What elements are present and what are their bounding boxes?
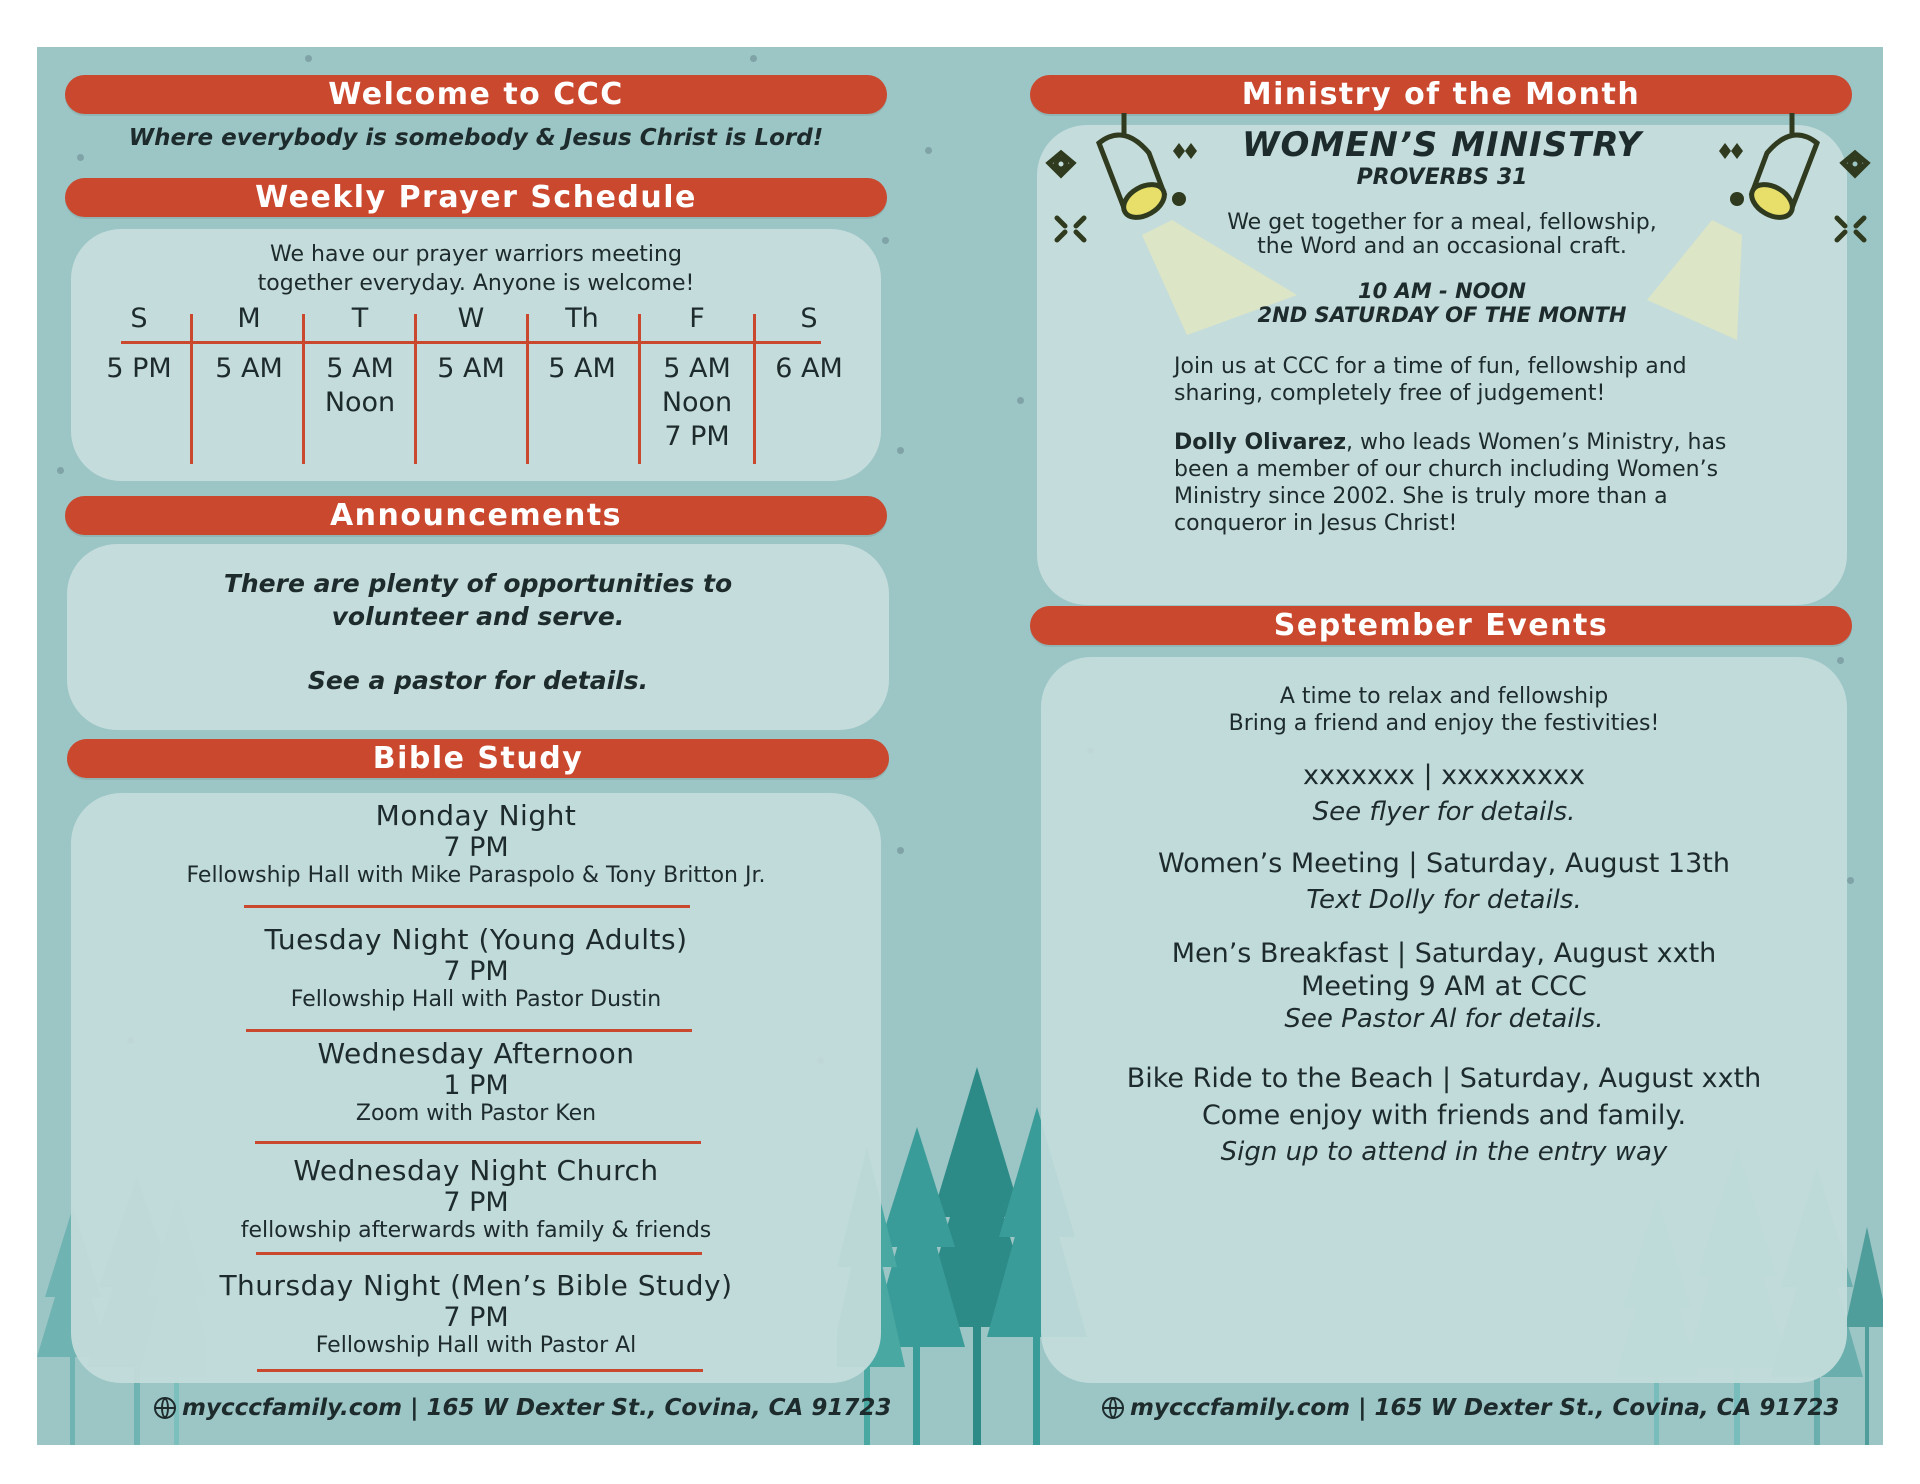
announcements-line2: volunteer and serve. [331,602,625,631]
bible-study-item [71,1269,881,1358]
schedule-time: 5 AM [437,353,505,384]
events-intro [1041,683,1847,737]
schedule-time: 5 AM [215,353,283,384]
event-detail: Come enjoy with friends and family. [1201,1100,1687,1131]
schedule-time: 7 PM [664,421,730,452]
bible-study-divider [257,1369,703,1372]
footer-text: mycccfamily.com | 165 W Dexter St., Covina, CA 91723 [1130,1395,1840,1421]
footer-left [154,1395,891,1421]
events-title: September Events [1030,606,1852,645]
bible-study-item [71,923,881,1012]
schedule-day-thu: Th [565,303,599,334]
bible-study-item-time: 1 PM [443,1070,509,1101]
events-intro-line1: A time to relax and fellowship [1279,684,1609,709]
schedule-times-tue [305,352,415,420]
event-detail: Meeting 9 AM at CCC [1301,971,1587,1002]
bible-study-item-name: Monday Night [375,799,577,832]
ministry-desc-line2: the Word and an occasional craft. [1257,234,1627,259]
bible-study-item-time: 7 PM [443,956,509,987]
schedule-times-wed [416,352,526,386]
schedule-header-rule [121,341,821,344]
ministry-leader [1174,429,1794,537]
bible-study-item [71,799,881,888]
ministry-title: Ministry of the Month [1030,75,1852,114]
bible-study-divider [246,1029,692,1032]
event-title: xxxxxxx [1303,760,1415,791]
bible-study-divider [255,1141,701,1144]
schedule-time: 5 PM [106,353,172,384]
globe-icon [1102,1397,1124,1419]
schedule-time: Noon [661,387,733,418]
schedule-day-sun: S [130,303,148,334]
schedule-divider-5 [638,314,641,464]
bible-study-item-time: 7 PM [443,1187,509,1218]
bible-study-item-location: Fellowship Hall with Mike Paraspolo & Tony Britton Jr. [186,863,766,888]
event-date: Saturday, August xxth [1414,938,1717,969]
globe-icon [154,1397,176,1419]
bible-study-item-name: Wednesday Night Church [293,1154,659,1187]
event-note: Text Dolly for details. [1306,885,1582,915]
bible-study-item-name: Thursday Night (Men’s Bible Study) [219,1269,733,1302]
ministry-leader-line3: Ministry since 2002. She is truly more than a [1174,484,1668,509]
schedule-times-sun [84,352,194,386]
prayer-schedule-title: Weekly Prayer Schedule [65,178,887,217]
ministry-time-line1: 10 AM - NOON [1358,279,1526,303]
bible-study-item-time: 7 PM [443,832,509,863]
ministry-desc-line1: We get together for a meal, fellowship, [1227,210,1657,235]
bible-study-item-time: 7 PM [443,1302,509,1333]
schedule-day-fri: F [689,303,705,334]
prayer-intro-line2: together everyday. Anyone is welcome! [257,271,695,296]
ministry-leader-line1: , who leads Women’s Ministry, has [1346,430,1727,455]
ministry-leader-line4: conqueror in Jesus Christ! [1174,511,1458,536]
announcements-title: Announcements [65,496,887,535]
bible-study-item-location: Zoom with Pastor Ken [355,1101,597,1126]
brochure-sheet [37,47,1883,1445]
prayer-intro [71,240,881,298]
schedule-time: Noon [324,387,396,418]
event-item: Bike Ride to the Beach | Saturday, August xxth Come enjoy with friends and family. Sign up to attend in the entry way [1041,1060,1847,1171]
schedule-day-wed: W [457,303,485,334]
event-item: Men’s Breakfast | Saturday, August xxth Meeting 9 AM at CCC See Pastor Al for details. [1041,937,1847,1036]
footer-right [1102,1395,1839,1421]
schedule-day-tue: T [351,303,369,334]
bible-study-item-location: Fellowship Hall with Pastor Dustin [290,987,662,1012]
bible-study-item-name: Wednesday Afternoon [317,1037,635,1070]
schedule-times-thu [527,352,637,386]
ministry-join-line1: Join us at CCC for a time of fun, fellowship and [1174,354,1687,379]
welcome-title: Welcome to CCC [65,75,887,114]
schedule-times-mon [194,352,304,386]
ministry-time-line2: 2ND SATURDAY OF THE MONTH [1257,303,1627,327]
announcements-text [67,567,889,697]
bible-study-divider [256,1252,702,1255]
event-date: Saturday, August 13th [1426,848,1730,879]
event-note: Sign up to attend in the entry way [1220,1137,1668,1167]
schedule-day-mon: M [237,303,261,334]
ministry-verse: PROVERBS 31 [1356,165,1528,190]
prayer-intro-line1: We have our prayer warriors meeting [270,242,682,267]
bible-study-item-location: Fellowship Hall with Pastor Al [315,1333,637,1358]
event-note: See flyer for details. [1312,797,1576,827]
schedule-times-fri [642,352,752,454]
ministry-description [1037,211,1847,259]
event-date: xxxxxxxxx [1441,760,1585,791]
bible-study-title: Bible Study [67,739,889,778]
ministry-leader-name: Dolly Olivarez [1174,430,1347,455]
schedule-times-sat [754,352,864,386]
event-title: Bike Ride to the Beach [1126,1063,1434,1094]
announcements-line3: See a pastor for details. [307,666,649,695]
welcome-tagline: Where everybody is somebody & Jesus Christ is Lord! [128,125,824,151]
schedule-time: 6 AM [775,353,843,384]
schedule-time: 5 AM [326,353,394,384]
event-title: Women’s Meeting [1158,848,1400,879]
event-item: Women’s Meeting | Saturday, August 13th Text Dolly for details. [1041,845,1847,919]
ministry-join [1174,353,1794,407]
schedule-day-sat: S [800,303,818,334]
schedule-time: 5 AM [548,353,616,384]
bible-study-item-location: fellowship afterwards with family & friends [240,1218,712,1243]
schedule-divider-1 [190,314,193,464]
schedule-divider-6 [753,314,756,464]
bible-study-divider [244,905,690,908]
footer-text: mycccfamily.com | 165 W Dexter St., Covina, CA 91723 [182,1395,892,1421]
bible-study-item [71,1154,881,1243]
schedule-time: 5 AM [663,353,731,384]
event-title: Men’s Breakfast [1171,938,1389,969]
bible-study-item-name: Tuesday Night (Young Adults) [264,923,688,956]
ministry-time [1037,279,1847,327]
ministry-leader-line2: been a member of our church including Women’s [1174,457,1719,482]
bible-study-item [71,1037,881,1126]
announcements-line1: There are plenty of opportunities to [223,569,733,598]
event-date: Saturday, August xxth [1459,1063,1762,1094]
event-note: See Pastor Al for details. [1284,1004,1604,1034]
schedule-divider-4 [526,314,529,464]
event-item: xxxxxxx | xxxxxxxxx See flyer for details. [1041,757,1847,831]
ministry-name: WOMEN’S MINISTRY [1241,125,1643,165]
ministry-join-line2: sharing, completely free of judgement! [1174,381,1606,406]
events-intro-line2: Bring a friend and enjoy the festivities! [1228,711,1660,736]
